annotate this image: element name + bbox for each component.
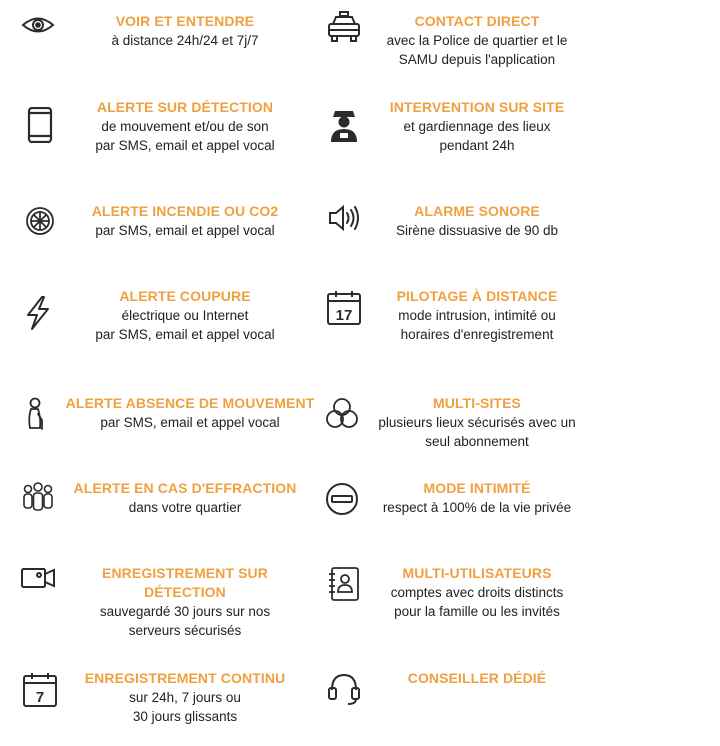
feature-desc: pour la famille ou les invités — [394, 604, 560, 619]
security-guard-icon — [326, 107, 362, 143]
multi-circles-icon — [324, 396, 360, 432]
feature-title: ENREGISTREMENT SUR DÉTECTION — [102, 565, 268, 600]
elderly-person-icon — [18, 396, 54, 432]
feature-desc: serveurs sécurisés — [128, 623, 242, 638]
feature-title: CONSEILLER DÉDIÉ — [407, 670, 547, 686]
feature-title: CONTACT DIRECT — [414, 13, 540, 29]
calendar-17-icon — [326, 290, 362, 326]
feature-title: MULTI-SITES — [433, 395, 521, 411]
feature-desc: plusieurs lieux sécurisés avec un — [378, 415, 576, 430]
feature-title: ALARME SONORE — [414, 203, 540, 219]
feature-desc: seul abonnement — [425, 434, 529, 449]
smartphone-icon — [22, 107, 58, 143]
feature-title: ALERTE SUR DÉTECTION — [96, 99, 274, 115]
feature-desc: SAMU depuis l'application — [398, 52, 556, 67]
speaker-sound-icon — [326, 200, 362, 236]
video-camera-icon — [20, 560, 56, 596]
lightning-icon — [20, 295, 56, 331]
feature-title: MULTI-UTILISATEURS — [402, 565, 552, 581]
feature-desc: dans votre quartier — [128, 500, 242, 515]
feature-title: PILOTAGE À DISTANCE — [396, 288, 558, 304]
feature-desc: horaires d'enregistrement — [400, 327, 554, 342]
smoke-detector-icon — [22, 203, 58, 239]
no-entry-icon — [324, 481, 360, 517]
people-group-icon — [20, 480, 56, 516]
feature-desc: Sirène dissuasive de 90 db — [395, 223, 559, 238]
eye-icon — [20, 10, 56, 46]
calendar-number: 17 — [335, 307, 353, 324]
feature-desc: et gardiennage des lieux — [403, 119, 551, 134]
calendar-7-icon — [22, 672, 58, 708]
feature-desc: mode intrusion, intimité ou — [398, 308, 556, 323]
feature-desc: 30 jours glissants — [132, 709, 238, 724]
feature-desc: de mouvement et/ou de son — [101, 119, 269, 134]
feature-desc: par SMS, email et appel vocal — [100, 415, 280, 430]
feature-desc: pendant 24h — [439, 138, 515, 153]
feature-title: ENREGISTREMENT CONTINU — [84, 670, 286, 686]
feature-title: INTERVENTION SUR SITE — [389, 99, 565, 115]
feature-desc: avec la Police de quartier et le — [386, 33, 568, 48]
feature-desc: par SMS, email et appel vocal — [95, 327, 275, 342]
feature-desc: par SMS, email et appel vocal — [95, 138, 275, 153]
feature-desc: sauvegardé 30 jours sur nos — [99, 604, 271, 619]
feature-title: ALERTE EN CAS D'EFFRACTION — [73, 480, 297, 496]
feature-title: ALERTE COUPURE — [119, 288, 251, 304]
calendar-number: 7 — [35, 689, 45, 706]
feature-desc: électrique ou Internet — [121, 308, 249, 323]
feature-title: ALERTE ABSENCE DE MOUVEMENT — [65, 395, 315, 411]
feature-desc: à distance 24h/24 et 7j/7 — [111, 33, 259, 48]
headset-icon — [326, 670, 362, 706]
feature-desc: respect à 100% de la vie privée — [382, 500, 572, 515]
feature-desc: sur 24h, 7 jours ou — [129, 690, 241, 705]
feature-desc: comptes avec droits distincts — [390, 585, 564, 600]
feature-desc: par SMS, email et appel vocal — [95, 223, 275, 238]
feature-title: MODE INTIMITÉ — [423, 480, 531, 496]
feature-title: VOIR ET ENTENDRE — [115, 13, 255, 29]
police-car-icon — [326, 10, 362, 46]
feature-title: ALERTE INCENDIE OU CO2 — [91, 203, 279, 219]
address-book-icon — [326, 566, 362, 602]
